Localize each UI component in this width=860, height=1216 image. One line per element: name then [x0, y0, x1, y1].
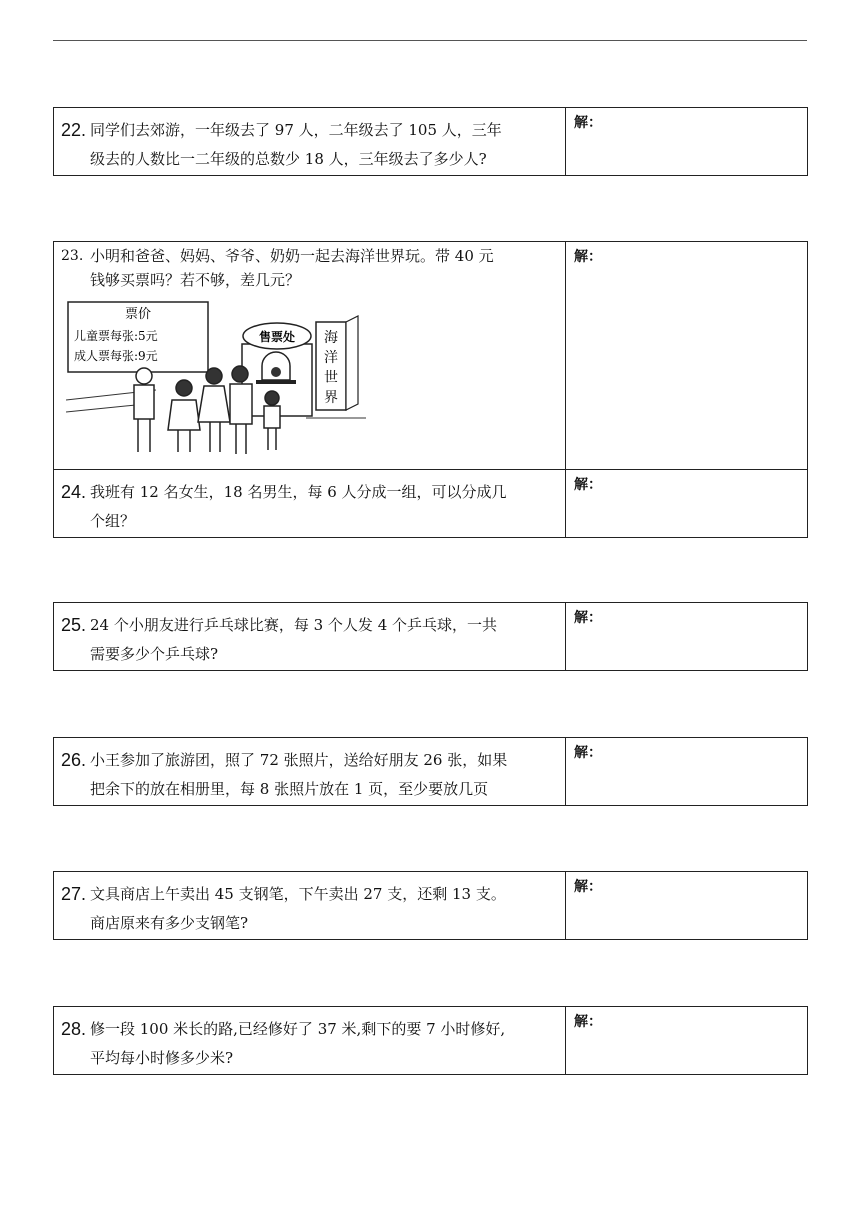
question-number: 22.	[61, 120, 87, 140]
question-cell	[54, 1007, 566, 1075]
question-line: 需要多少个乒乓球?	[90, 645, 219, 663]
booth-sign: 售票处	[258, 330, 296, 344]
question-number: 24.	[61, 482, 87, 502]
question-line: 商店原来有多少支钢笔?	[90, 914, 249, 932]
ticket-scene-drawing	[66, 300, 366, 460]
answer-label: 解：	[574, 745, 602, 761]
answer-cell[interactable]	[566, 108, 808, 176]
question-23-24-table	[53, 241, 808, 538]
question-line: 小王参加了旅游团，照了 72 张照片，送给好朋友 26 张，如果	[90, 751, 508, 769]
question-number: 25.	[61, 615, 87, 635]
question-line: 平均每小时修多少米?	[90, 1049, 234, 1067]
gate-sign-char: 世	[324, 370, 338, 386]
question-line: 个组？	[90, 512, 136, 530]
question-number: 26.	[61, 750, 87, 770]
question-number: 27.	[61, 884, 87, 904]
question-cell	[54, 603, 566, 671]
question-cell	[54, 108, 566, 176]
answer-cell[interactable]	[566, 1007, 808, 1075]
child-price-text: 儿童票每张:5元	[74, 329, 158, 343]
answer-label: 解：	[574, 879, 602, 895]
gate-sign-char: 界	[324, 390, 338, 406]
question-cell	[54, 470, 566, 538]
question-28-table	[53, 1006, 808, 1075]
answer-cell[interactable]	[566, 470, 808, 538]
answer-label: 解：	[574, 1014, 602, 1030]
adult-price-text: 成人票每张:9元	[74, 349, 158, 363]
answer-label: 解：	[574, 115, 602, 131]
question-line: 小明和爸爸、妈妈、爷爷、奶奶一起去海洋世界玩。带 40 元	[90, 247, 494, 265]
question-27-table	[53, 871, 808, 940]
answer-cell[interactable]	[566, 738, 808, 806]
gate-sign-char: 海	[324, 330, 338, 346]
question-25-table	[53, 602, 808, 671]
price-title: 票价	[124, 307, 152, 322]
gate-sign-char: 洋	[324, 350, 338, 366]
question-cell	[54, 242, 566, 470]
answer-cell[interactable]	[566, 603, 808, 671]
question-line: 级去的人数比一二年级的总数少 18 人，三年级去了多少人?	[90, 150, 487, 168]
question-line: 我班有 12 名女生，18 名男生，每 6 人分成一组，可以分成几	[90, 483, 507, 501]
answer-label: 解：	[574, 477, 602, 493]
question-number: 23.	[61, 248, 84, 264]
answer-cell[interactable]	[566, 872, 808, 940]
question-cell	[54, 738, 566, 806]
question-line: 文具商店上午卖出 45 支钢笔，下午卖出 27 支，还剩 13 支。	[90, 885, 506, 903]
answer-label: 解：	[574, 610, 602, 626]
question-22-table	[53, 107, 808, 176]
question-line: 24 个小朋友进行乒乓球比赛，每 3 个人发 4 个乒乓球，一共	[90, 616, 498, 634]
header-rule	[53, 40, 807, 41]
ticket-illustration	[66, 300, 366, 460]
question-cell	[54, 872, 566, 940]
question-line: 同学们去郊游，一年级去了 97 人，二年级去了 105 人，三年	[90, 121, 502, 139]
answer-label: 解：	[574, 249, 602, 265]
question-line: 把余下的放在相册里，每 8 张照片放在 1 页，至少要放几页	[90, 780, 489, 798]
question-line: 钱够买票吗？若不够，差几元？	[90, 271, 301, 289]
question-number: 28.	[61, 1019, 87, 1039]
question-line: 修一段 100 米长的路,已经修好了 37 米,剩下的要 7 小时修好,	[90, 1020, 506, 1038]
answer-cell[interactable]	[566, 242, 808, 470]
question-26-table	[53, 737, 808, 806]
